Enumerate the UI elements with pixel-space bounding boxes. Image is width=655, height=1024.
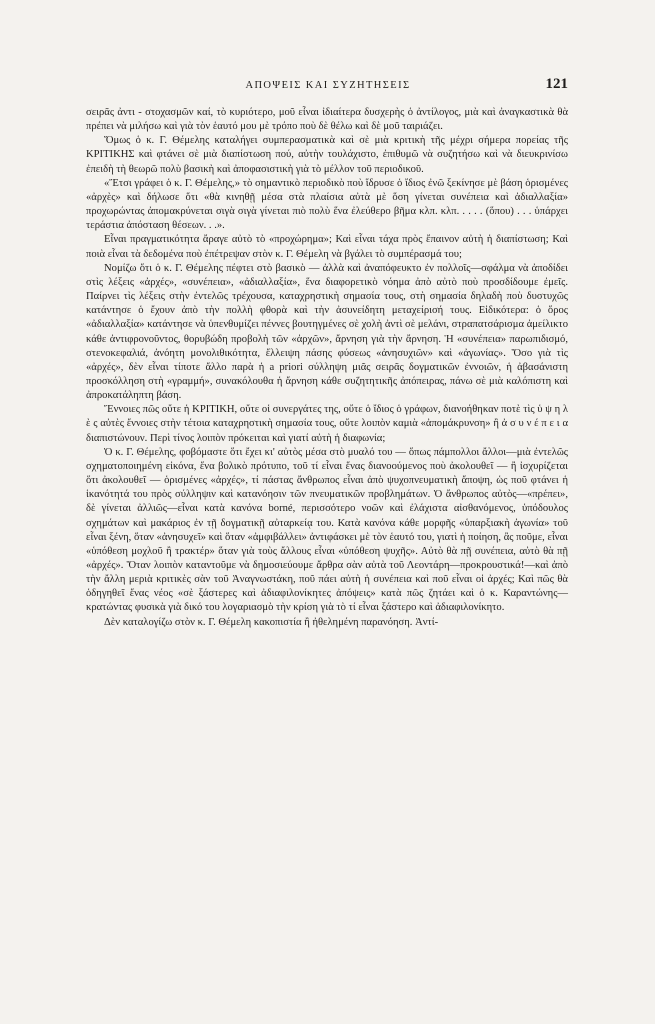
paragraph: Δὲν καταλογίζω στὸν κ. Γ. Θέμελη κακοπιστία ἢ ἠθελημένη παρανόηση. Ἀντί- bbox=[104, 616, 439, 628]
paragraph: Εἶναι πραγματικότητα ἄραγε αὐτὸ τὸ «προχώρημα»; Καὶ εἶναι τάχα πρὸς ἔπαινον αὐτὴ ἡ διαπίστωση; Καὶ ποιὰ εἶναι τὰ δεδομένα ποὺ ἐπέτρεψαν στὸν κ. Γ. Θέμελη νὰ βγάλει τὸ συμπέρασμά του; bbox=[86, 234, 568, 260]
paragraph: Ὅμως ὁ κ. Γ. Θέμελης καταλήγει συμπερασματικὰ καὶ σὲ μιὰ κριτικὴ τῆς μέχρι σήμερα πορείας τῆς ΚΡΙΤΙΚΗΣ καὶ φτάνει σὲ μιὰ διαπίστωση πού, αὐτὴν τουλάχιστο, ἐπιθυμῶ νὰ συζητήσω καὶ νὰ διευκρινίσω ἐπειδὴ τὴ θεωρῶ πολὺ βασικὴ καὶ ἀποφασιστικὴ γιὰ τὸ μέλλον τοῦ περιοδικοῦ. bbox=[86, 135, 568, 175]
running-header bbox=[88, 76, 568, 96]
paragraph: Ἔννοιες πῶς οὔτε ἡ ΚΡΙΤΙΚΗ, οὔτε οἱ συνεργάτες της, οὔτε ὁ ἴδιος ὁ γράφων, διανοήθηκαν ποτὲ τὶς ὑ ψ η λ ὲ ς αὐτὲς ἔννοιες στὴν τέτοια καταχρηστικὴ σημασία τους, οὔτε λοιπὸν καμιὰ «ἀπομάκρυνση» ἢ ἀ σ υ ν έ π ε ι α διαπιστώνουν. Περὶ τίνος λοιπὸν πρόκειται καὶ γιατί αὐτὴ ἡ διαφωνία; bbox=[86, 404, 568, 444]
body-text bbox=[86, 106, 568, 630]
paragraph: Νομίζω ὅτι ὁ κ. Γ. Θέμελης πέφτει στὸ βασικὸ — ἀλλὰ καὶ ἀναπόφευκτο ἐν πολλοῖς—σφάλμα νὰ ἀποδίδει στὶς λέξεις «ἀρχές», «συνέπεια», «ἀδιαλλαξία», ἕνα διαφορετικὸ νόημα ἀπὸ αὐτὸ ποὺ προσδίδουμε ἐμεῖς. Παίρνει τὶς λέξεις στὴν ἐντελῶς τρέχουσα, καταχρηστικὴ σημασία τους, στὴ σημασία δηλαδὴ ποὺ δυστυχῶς κατάντησε ὁ ἔχουν ἀπὸ τὴν πολλὴ φθορὰ καὶ τὴν ἀσυνείδητη μεταχείρισή τους. Εἰδικότερα: ὁ ὅρος «ἀδιαλλαξία» κατάντησε νὰ ὑπενθυμίζει πέννες βουτηγμένες σὲ χολὴ ἀντὶ σὲ μελάνι, στραπατσάρισμα ἀμείλικτο κάθε ἀντιφρονοῦντος, θορυβώδη προβολὴ τῶν «ἀρχῶν», ἄρνηση γιὰ τὴν ἄρνηση. Ἡ «συνέπεια» παρωπιδισμό, στενοκεφαλιά, ἀνόητη μονολιθικότητα, ἔλλειψη πάσης φύσεως «ἀνησυχιῶν» καὶ «ἀγωνίας». Ὅσο γιὰ τὶς «ἀρχές», δὲν εἶναι τίποτε ἄλλο παρὰ ἡ a priori σύλληψη μιᾶς σειρᾶς δογματικῶν ἐννοιῶν, ἡ ἀβασάνιστη προσκόλληση στὴ «γραμμή», συνακόλουθα ἡ ἄρνηση κάθε συζητητικῆς ἀπόπειρας, πάνω σὲ μιὰ καλόπιστη καὶ ἀπροκατάληπτη βάση. bbox=[86, 262, 568, 402]
paragraph: Ὁ κ. Γ. Θέμελης, φοβόμαστε ὅτι ἔχει κι' αὐτὸς μέσα στὸ μυαλό του — ὅπως πάμπολλοι ἄλλοι—μιὰ ἐντελῶς σχηματοποιημένη εἰκόνα, ἕνα βολικὸ πρότυπο, τοῦ τί εἶναι ἕνας διανοούμενος ποὺ ἀκολουθεῖ — ἢ ἰσχυρίζεται ὅτι ἀκολουθεῖ — ὁρισμένες «ἀρχές», τί πάστας ἄνθρωπος εἶναι ἀπὸ ψυχοπνευματικὴ ἄποψη, ὡς ποῦ φτάνει ἡ ἱκανότητά του πρὸς σύλληψιν καὶ κατανόησιν τῶν πνευματικῶν προβλημάτων. Ὁ ἄνθρωπος αὐτὸς—«πρέπει», δὲ γίνεται ἀλλιῶς—εἶναι κατὰ κανόνα borné, περισσότερο νοῶν καὶ ἐλάχιστα αἰσθανόμενος, ὑπόδουλος σχημάτων καὶ μακάριος ἐν τῇ δογματικῇ αὐταρκείᾳ του. Κατὰ κανόνα κάθε μορφῆς «ὑπαρξιακὴ ἀγωνία» τοῦ εἶναι ξένη, ὅταν «ἀνησυχεῖ» καὶ ὅταν «ἀμφιβάλλει» ἀντιφάσκει μὲ τὸν ἑαυτό του, γιατὶ ἡ ποίηση, ἂς ποῦμε, εἶναι «ὑπόθεση μοχλοῦ ἢ τρακτέρ» ὅταν γιὰ τοὺς ἄλλους εἶναι «ὑπόθεση ψυχῆς». Αὐτὸ θὰ πῇ συνέπεια, αὐτὸ θὰ πῇ «ἀρχές». Ὅταν λοιπὸν καταντοῦμε νὰ δημοσιεύουμε ἄρθρα σὰν αὐτὰ τοῦ Λεοντάρη—προκρουστικά!—καὶ ἀπὸ τὴν ἄλλη μεριὰ κριτικὲς σὰν τοῦ Ἀναγνωστάκη, ποῦ πάει αὐτὴ ἡ συνέπεια καὶ ποῦ εἶναι οἱ ἀρχές; Καὶ πῶς θὰ ὁδηγηθεῖ ἕνας νέος «σὲ ξάστερες καὶ ἀδιαφιλονίκητες ἀπόψεις» κατὰ πῶς ζητάει καὶ ὁ κ. Καραντώνης—κρατώντας φυσικὰ γιὰ δικό του λογαριασμὸ τὴν κρίση γιὰ τὸ τί εἶναι ξάστερο καὶ ἀδιαφιλονίκητο. bbox=[86, 446, 568, 614]
paragraph: σειρᾶς ἀντι - στοχασμῶν καί, τὸ κυριότερο, μοῦ εἶναι ἰδιαίτερα δυσχερὴς ὁ ἀντίλογος, μιὰ καὶ ἀναγκαστικὰ θὰ πρέπει νὰ μιλήσω καὶ γιὰ τὸν ἑαυτό μου μὲ τρόπο ποὺ δὲ θέλω καὶ δὲ μοῦ ταιριάζει. bbox=[86, 107, 568, 133]
running-title: ΑΠΟΨΕΙΣ ΚΑΙ ΣΥΖΗΤΗΣΕΙΣ bbox=[245, 80, 411, 91]
paragraph: «Ἔτσι γράφει ὁ κ. Γ. Θέμελης,» τὸ σημαντικὸ περιοδικὸ ποὺ ἵδρυσε ὁ ἴδιος ἐνῶ ξεκίνησε μὲ βάση ὁρισμένες «ἀρχὲς» καὶ δήλωσε ὅτι «θὰ κινηθῇ μέσα στὰ πλαίσια αὐτὰ μὲ ὅση γίνεται συνέπεια καὶ ἀδιαλλαξία» προχωρώντας ἀπομακρύνεται σιγὰ σιγὰ γίνεται πιὸ πολὺ ἕνα ἐλεύθερο βῆμα κλπ. κλπ. . . . . (ὅπου) . . . ὑπάρχει τεράστια ἀπόσταση θέσεων. . .». bbox=[86, 177, 568, 232]
page-number: 121 bbox=[545, 76, 568, 92]
